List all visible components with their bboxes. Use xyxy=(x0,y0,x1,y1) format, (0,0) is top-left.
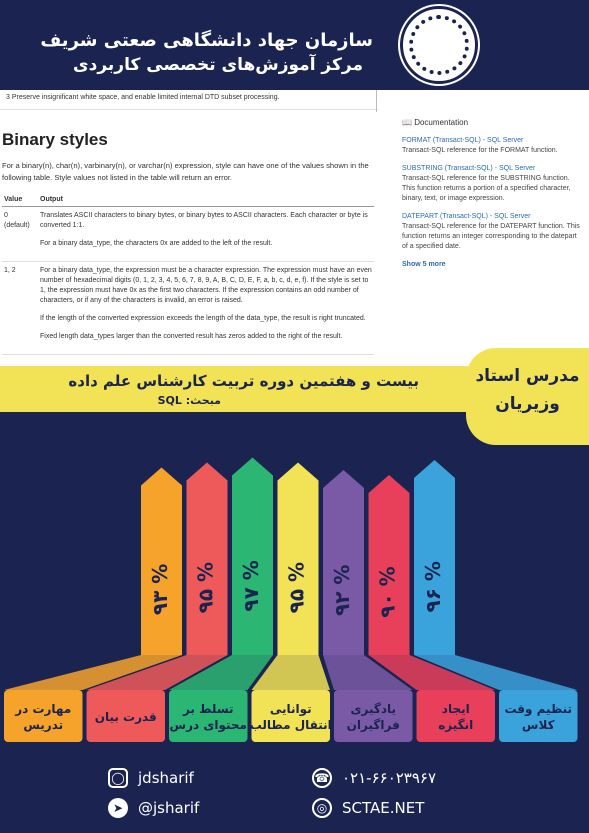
category-label-4: یادگیری xyxy=(350,702,397,716)
category-label-5: ایجاد xyxy=(441,702,470,716)
bar-2 xyxy=(232,458,273,656)
table-row xyxy=(2,207,374,262)
category-box-5 xyxy=(417,690,496,742)
bar-3 xyxy=(278,463,319,656)
website-contact[interactable] xyxy=(312,798,424,818)
show-more-link[interactable]: Show 5 more xyxy=(402,261,446,268)
col-output: Output xyxy=(38,193,374,207)
value-label-1: ۹۵ % xyxy=(193,561,218,614)
course-banner xyxy=(0,366,505,412)
jahad-logo xyxy=(400,6,478,84)
value-label-4: ۹۲ % xyxy=(330,564,354,616)
sidebar-desc: Transact-SQL reference for the SUBSTRING function. This function returns a portion of a specified character, binary, text, or image expression. xyxy=(402,175,571,202)
category-box-3 xyxy=(249,690,332,742)
teacher-name: وزیریان xyxy=(495,394,560,414)
value-label-3: ۹۵ % xyxy=(284,561,309,614)
header xyxy=(0,0,589,90)
category-label-3: انتقال مطالب xyxy=(249,718,332,732)
documentation-screenshot xyxy=(0,90,589,390)
category-box-6 xyxy=(499,690,578,742)
table-row xyxy=(2,262,374,355)
row-output: For a binary data_type, the expression must be a character expression. The expression must have an even number of hexadecimal digits (0, 1, 2, 3, 4, 5, 6, 7, 8, 9, A, B, C, D, E, F, a, b, c, d, e, f). If the style is set to 1, the expression must have 0x as the first two characters. If the expression contains an odd number of characters, or if any of the characters is invalid, an error is raised. If the length of the converted expression exceeds the length of the data_type, the result is right truncated. Fixed length data_types larger than the converted result has zeros added to the right of the result. xyxy=(38,262,374,355)
divider xyxy=(376,90,377,112)
instagram-icon: ◯ xyxy=(108,768,128,788)
documentation-sidebar xyxy=(402,118,582,270)
telegram-handle: @jsharif xyxy=(138,799,200,817)
sidebar-heading: 📖 Documentation xyxy=(402,118,469,127)
category-label-2: تسلط بر xyxy=(182,702,234,716)
bar-1 xyxy=(187,463,228,656)
category-label-0: مهارت در xyxy=(15,702,72,716)
gear-ring-icon xyxy=(409,15,469,75)
phone-icon: ☎ xyxy=(312,768,332,788)
teacher-label: مدرس استاد xyxy=(475,366,580,386)
category-label-3: توانایی xyxy=(269,702,312,716)
org-title: سازمان جهاد دانشگاهی صعتی شریف xyxy=(40,30,373,51)
value-label-6: ۹۶ % xyxy=(421,561,445,613)
sidebar-link-substring[interactable]: SUBSTRING (Transact-SQL) - SQL Server xyxy=(402,165,536,172)
course-subject: مبحث: SQL xyxy=(157,394,221,407)
category-box-4 xyxy=(334,690,413,742)
value-label-5: ۹۰ % xyxy=(375,566,400,618)
category-label-0: تدریس xyxy=(23,718,64,732)
value-label-2: ۹۷ % xyxy=(239,560,263,612)
sidebar-link-datepart[interactable]: DATEPART (Transact-SQL) - SQL Server xyxy=(402,213,531,220)
table-header-row xyxy=(2,193,374,207)
row-value: 1, 2 xyxy=(2,262,38,355)
col-value: Value xyxy=(2,193,38,207)
telegram-icon: ➤ xyxy=(108,798,128,818)
website-url: SCTAE.NET xyxy=(342,799,425,817)
category-label-6: کلاس xyxy=(521,718,555,732)
telegram-contact[interactable] xyxy=(108,798,199,818)
category-label-1: قدرت بیان xyxy=(94,710,157,724)
phone-contact[interactable] xyxy=(312,768,436,788)
bar-6 xyxy=(414,460,455,655)
styles-table xyxy=(2,193,374,355)
sidebar-desc: Transact-SQL reference for the FORMAT function. xyxy=(402,147,558,154)
phone-number: ۰۲۱-۶۶۰۲۳۹۶۷ xyxy=(342,769,437,787)
instagram-contact[interactable] xyxy=(108,768,194,788)
course-title: بیست و هفتمین دوره تربیت کارشناس علم داده xyxy=(68,372,419,390)
category-label-2: محتوای درس xyxy=(169,718,247,732)
bar-5 xyxy=(369,475,410,655)
doc-top-strip: 3 Preserve insignificant white space, and enable limited internal DTD subset processing. xyxy=(0,90,378,110)
sidebar-link-format[interactable]: FORMAT (Transact-SQL) - SQL Server xyxy=(402,137,524,144)
sidebar-desc: Transact-SQL reference for the DATEPART function. This function returns an integer corresponding to the datepart of a specified date. xyxy=(402,223,580,250)
globe-icon: ◎ xyxy=(312,798,332,818)
category-label-5: انگیزه xyxy=(438,718,474,732)
bar-0 xyxy=(141,468,182,656)
row-value: 0 (default) xyxy=(2,207,38,262)
row-output: Translates ASCII characters to binary bytes, or binary bytes to ASCII characters. Each character or byte is converted 1:1. For a binary data_type, the characters 0x are added to the left of the result. xyxy=(38,207,374,262)
doc-intro: For a binary(n), char(n), varbinary(n), or varchar(n) expression, style can have one of the values shown in the following table. Style values not listed in the table will return an error. xyxy=(2,161,369,182)
book-icon: 📖 xyxy=(402,118,412,127)
category-label-4: فراگیران xyxy=(346,718,400,732)
rating-chart xyxy=(0,430,589,760)
category-box-0 xyxy=(4,690,83,742)
footer xyxy=(0,760,589,833)
instagram-handle: jdsharif xyxy=(138,769,194,787)
value-label-0: ۹۳ % xyxy=(148,563,172,616)
category-label-6: تنظیم وقت xyxy=(504,702,573,716)
category-box-2 xyxy=(169,690,248,742)
bar-4 xyxy=(323,470,364,655)
doc-heading: Binary styles xyxy=(2,130,108,149)
org-subtitle: مرکز آموزش‌های تخصصی کاربردی xyxy=(73,55,363,75)
